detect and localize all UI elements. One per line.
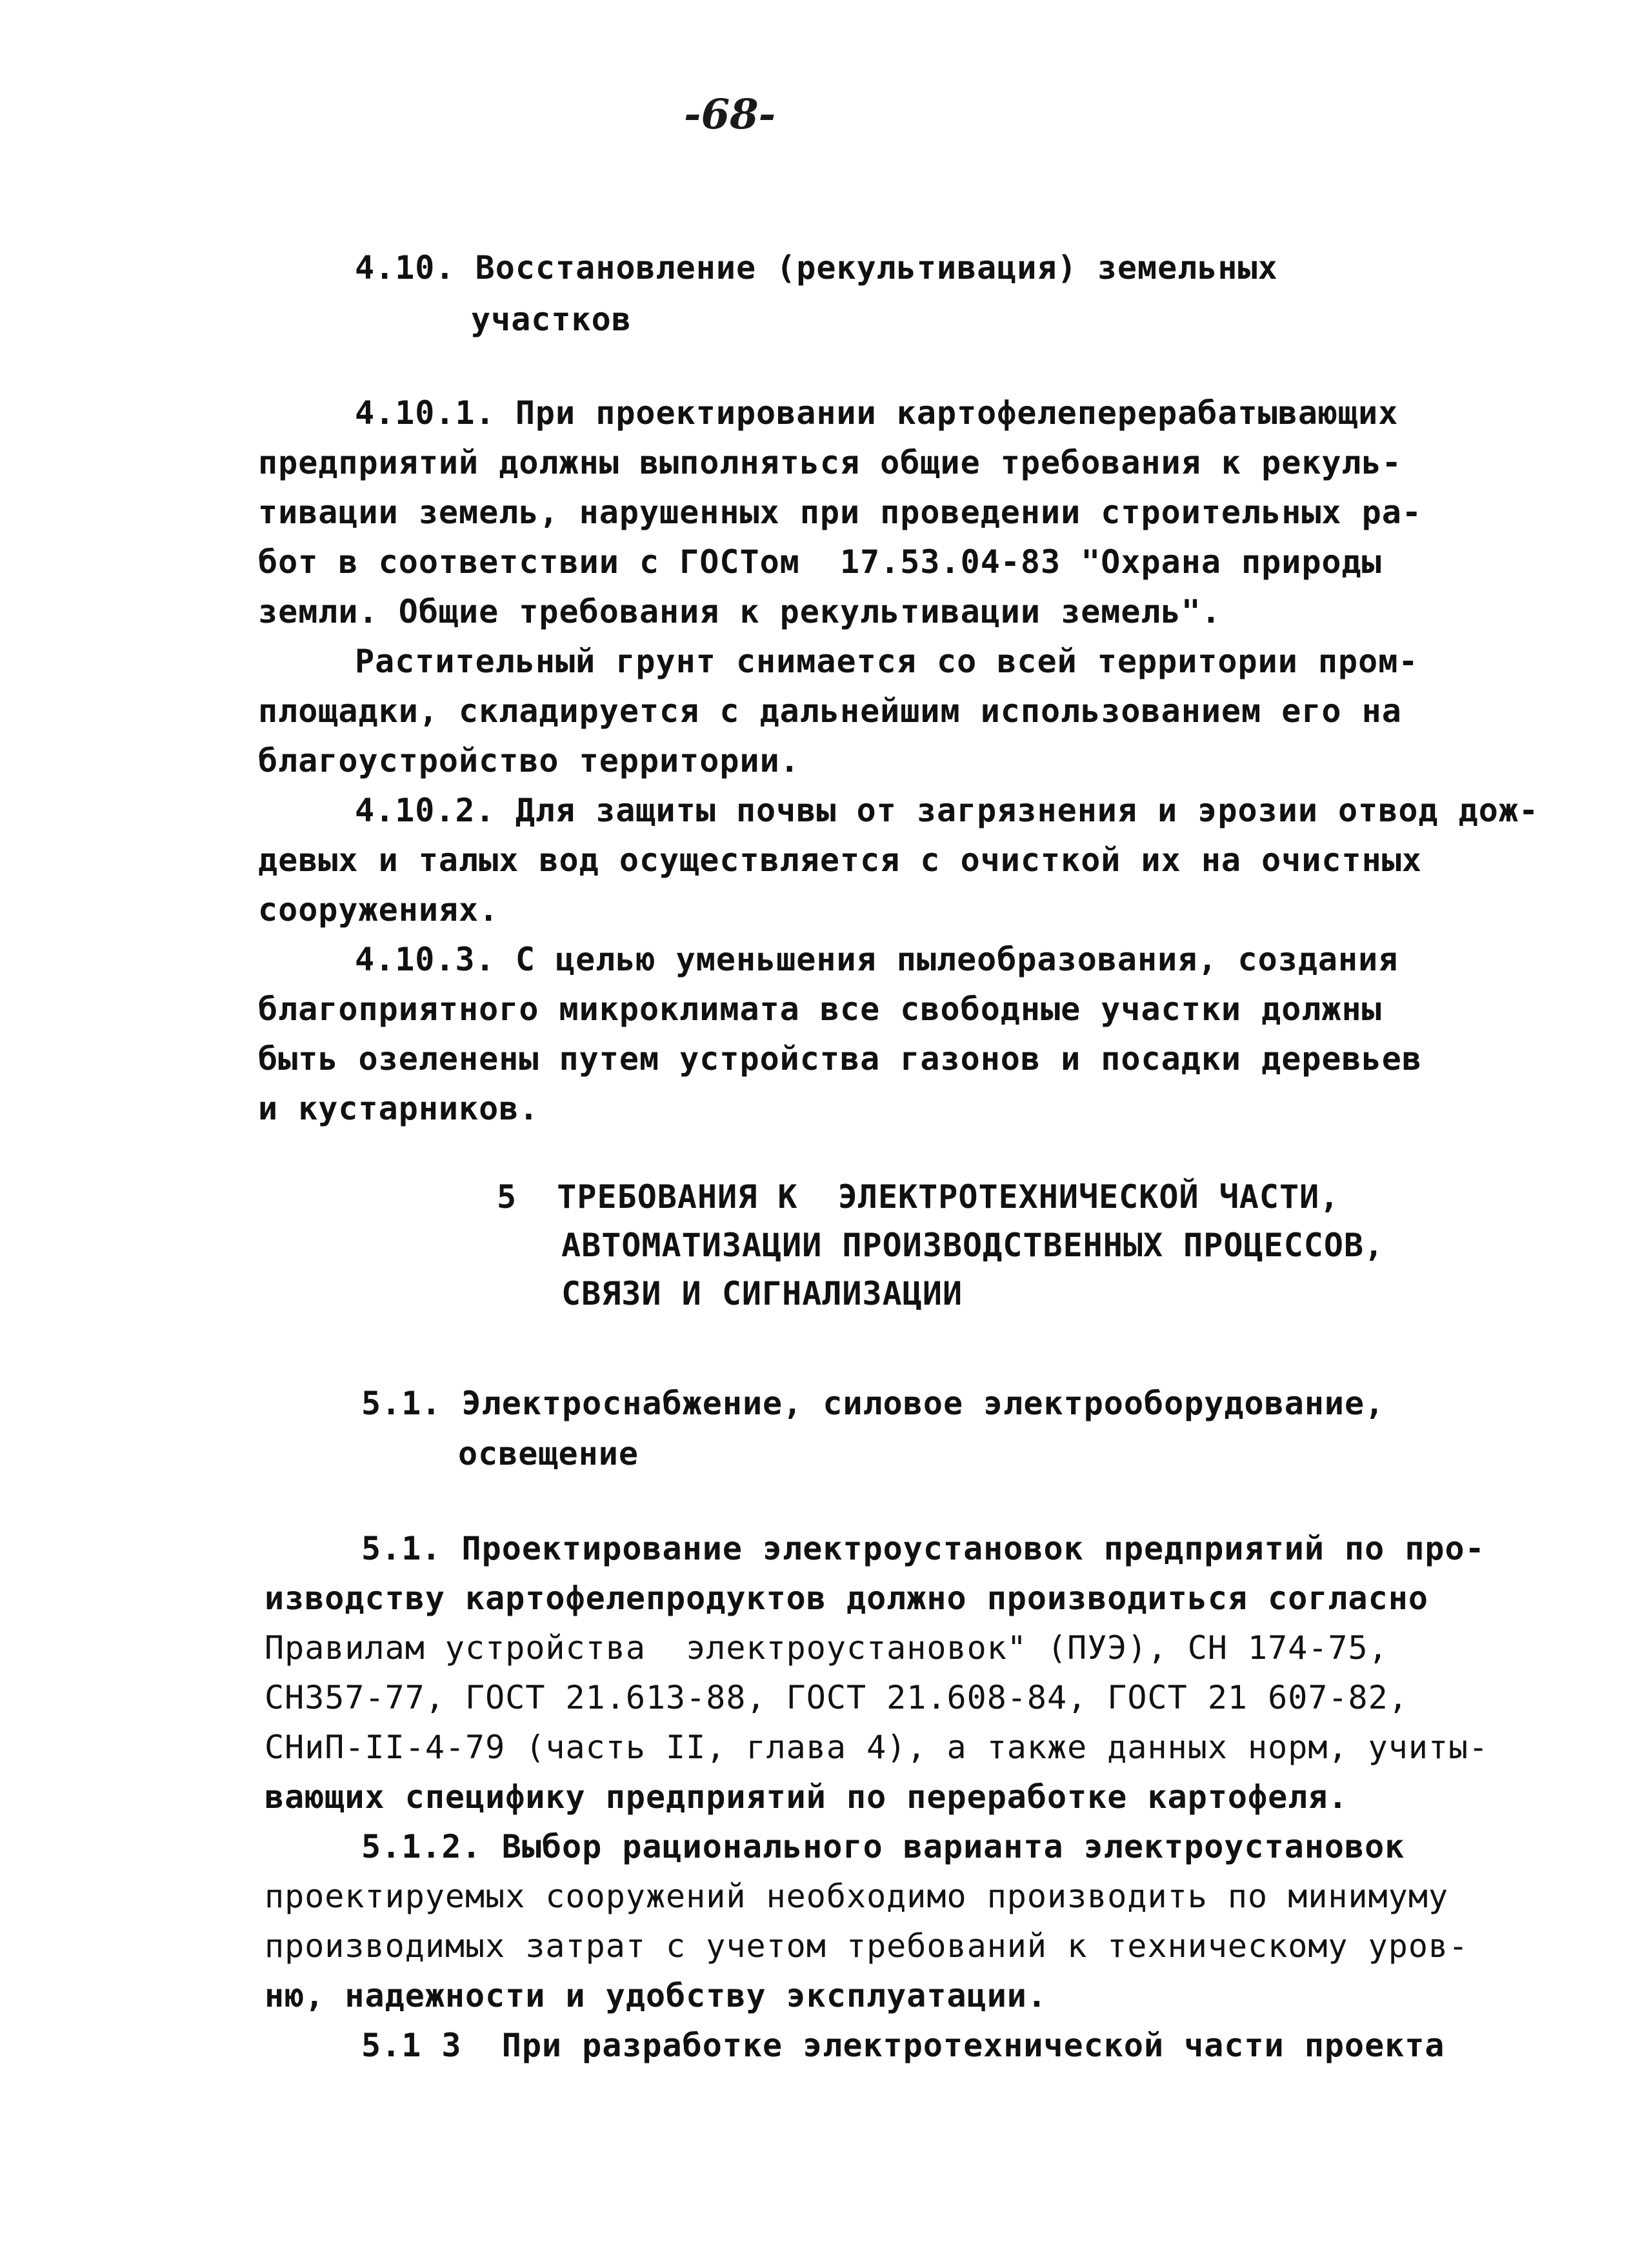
paragraph-line: бот в соответствии с ГОСТом 17.53.04-83 "Охрана природы xyxy=(258,543,1382,581)
paragraph-line: земли. Общие требования к рекультивации земель". xyxy=(258,593,1221,630)
paragraph-line: предприятий должны выполняться общие требования к рекуль- xyxy=(258,444,1402,481)
paragraph-line: девых и талых вод осуществляется с очисткой их на очистных xyxy=(258,841,1422,879)
section-heading: 5.1. Электроснабжение, силовое электрооборудование, xyxy=(361,1385,1385,1422)
paragraph-line: СН357-77, ГОСТ 21.613-88, ГОСТ 21.608-84, ГОСТ 21 607-82, xyxy=(265,1679,1408,1716)
chapter-heading: АВТОМАТИЗАЦИИ ПРОИЗВОДСТВЕННЫХ ПРОЦЕССОВ, xyxy=(561,1227,1385,1264)
paragraph-line: изводству картофелепродуктов должно производиться согласно xyxy=(265,1580,1428,1617)
section-heading: освещение xyxy=(458,1435,639,1472)
paragraph-line: площадки, складируется с дальнейшим использованием его на xyxy=(258,692,1402,730)
paragraph-line: ню, надежности и удобству эксплуатации. xyxy=(265,1977,1047,2014)
paragraph-line: СНиП-II-4-79 (часть II, глава 4), а также данных норм, учиты- xyxy=(265,1729,1489,1766)
paragraph-line: 4.10.3. С целью уменьшения пылеобразования, создания xyxy=(355,941,1399,978)
paragraph-line: быть озеленены путем устройства газонов и посадки деревьев xyxy=(258,1040,1422,1078)
paragraph-line: 4.10.2. Для защиты почвы от загрязнения и эрозии отвод дож- xyxy=(355,792,1539,829)
paragraph-line: производимых затрат с учетом требований к техническому уров- xyxy=(265,1927,1469,1965)
chapter-heading: СВЯЗИ И СИГНАЛИЗАЦИИ xyxy=(561,1275,963,1312)
section-heading: 4.10. Восстановление (рекультивация) земельных xyxy=(355,249,1278,286)
paragraph-line: благоприятного микроклимата все свободные участки должны xyxy=(258,990,1382,1028)
paragraph-line: проектируемых сооружений необходимо производить по минимуму xyxy=(265,1878,1449,1915)
section-heading: участков xyxy=(471,301,632,338)
paragraph-line: Растительный грунт снимается со всей территории пром- xyxy=(355,643,1419,680)
paragraph-line: Правилам устройства электроустановок" (ПУЭ), СН 174-75, xyxy=(265,1629,1388,1667)
paragraph-line: 4.10.1. При проектировании картофелеперерабатывающих xyxy=(355,394,1399,432)
paragraph-line: сооружениях. xyxy=(258,891,499,928)
paragraph-line: 5.1 3 При разработке электротехнической части проекта xyxy=(361,2027,1445,2064)
paragraph-line: тивации земель, нарушенных при проведении строительных ра- xyxy=(258,494,1422,531)
chapter-heading: 5 ТРЕБОВАНИЯ К ЭЛЕКТРОТЕХНИЧЕСКОЙ ЧАСТИ, xyxy=(497,1178,1340,1216)
page-number: -68- xyxy=(684,90,776,139)
paragraph-line: благоустройство территории. xyxy=(258,742,800,779)
paragraph-line: 5.1. Проектирование электроустановок предприятий по про- xyxy=(361,1530,1485,1567)
paragraph-line: и кустарников. xyxy=(258,1090,539,1127)
paragraph-line: вающих специфику предприятий по переработке картофеля. xyxy=(265,1778,1348,1816)
paragraph-line: 5.1.2. Выбор рационального варианта электроустановок xyxy=(361,1828,1405,1865)
